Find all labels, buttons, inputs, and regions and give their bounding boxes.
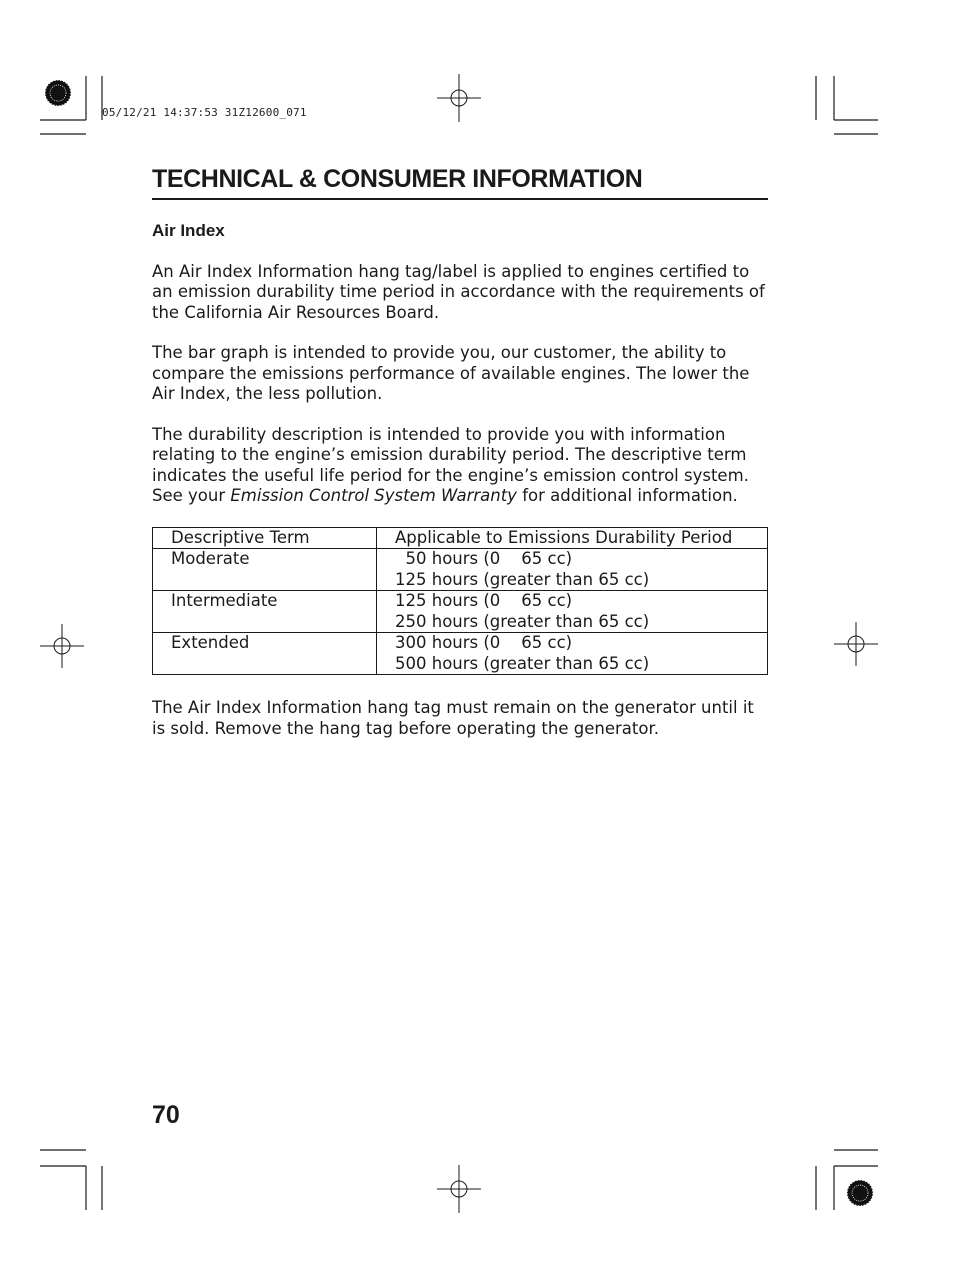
paragraph-hang-tag-removal: The Air Index Information hang tag must remain on the generator until it is sold. Remove the hang tag before operating the generator. <box>152 698 754 738</box>
table-row <box>153 549 768 591</box>
print-timestamp-stamp: 05/12/21 14:37:53 31Z12600_071 <box>102 106 307 119</box>
registration-target-bottom <box>437 1165 481 1213</box>
page-title: TECHNICAL & CONSUMER INFORMATION <box>152 164 768 200</box>
durability-text-end: for additional information. <box>516 486 738 505</box>
durability-text-start: The durability description is intended to provide you with information relating to the engine’s emission durability period. The descriptive term indicates the useful life period for the engine’s emission control system. See your <box>152 424 749 505</box>
registration-target-top <box>437 74 481 122</box>
durability-period-table <box>152 527 768 676</box>
period-line-small-engine: 125 hours (0 65 cc) <box>395 591 573 610</box>
paragraph-durability-description <box>152 425 768 507</box>
table-row <box>153 591 768 633</box>
period-line-large-engine: 500 hours (greater than 65 cc) <box>395 653 650 673</box>
registration-target-right <box>834 622 878 666</box>
paragraph-bar-graph: The bar graph is intended to provide you, our customer, the ability to compare the emissions performance of available engines. The lower the Air Index, the less pollution. <box>152 343 750 403</box>
period-cell <box>377 549 768 591</box>
document-body <box>152 221 768 759</box>
term-cell: Extended <box>153 633 377 675</box>
period-cell <box>377 591 768 633</box>
page-number: 70 <box>152 1101 180 1129</box>
table-row <box>153 633 768 675</box>
period-line-large-engine: 125 hours (greater than 65 cc) <box>395 569 650 589</box>
term-cell: Intermediate <box>153 591 377 633</box>
starburst-mark-top-left <box>45 80 71 106</box>
period-line-small-engine: 300 hours (0 65 cc) <box>395 633 573 652</box>
table-header-row <box>153 527 768 549</box>
term-cell: Moderate <box>153 549 377 591</box>
warranty-reference: Emission Control System Warranty <box>230 486 517 505</box>
registration-target-left <box>40 624 84 668</box>
paragraph-hang-tag-intro: An Air Index Information hang tag/label is applied to engines certified to an emission durability time period in accordance with the requirements of the California Air Resources Board. <box>152 261 765 322</box>
section-heading-air-index: Air Index <box>152 221 225 240</box>
period-cell <box>377 633 768 675</box>
period-line-small-engine: 50 hours (0 65 cc) <box>395 549 573 568</box>
period-line-large-engine: 250 hours (greater than 65 cc) <box>395 611 650 631</box>
starburst-mark-bottom-right <box>847 1180 873 1206</box>
header-descriptive-term: Descriptive Term <box>153 527 377 549</box>
header-durability-period: Applicable to Emissions Durability Period <box>377 527 768 549</box>
